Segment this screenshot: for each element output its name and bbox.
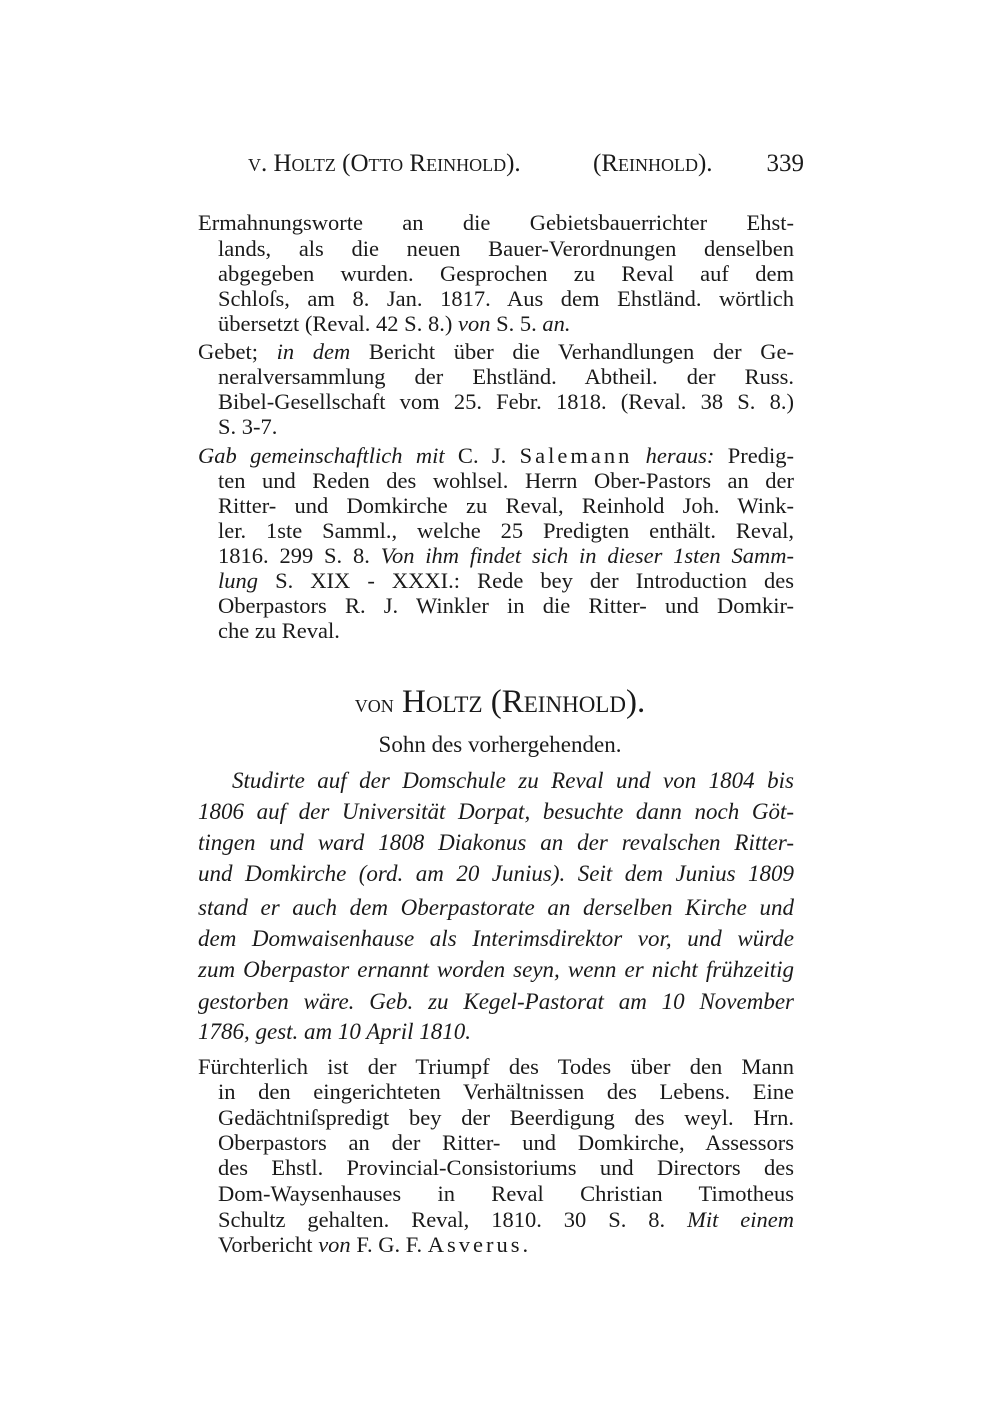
entry-line: Ermahnungsworte an die Gebietsbauerrichter Ehst- bbox=[198, 210, 794, 235]
text bbox=[632, 443, 645, 468]
header-left-title: v. Holtz (Otto Reinhold). bbox=[248, 150, 521, 177]
running-header bbox=[248, 150, 804, 184]
title-prefix: von bbox=[354, 691, 394, 718]
text: Predig- bbox=[714, 443, 794, 468]
text: F. G. F. bbox=[350, 1232, 428, 1257]
text: Gebet; bbox=[198, 339, 277, 364]
italic-text: Von ihm findet sich in dieser 1sten Samm- bbox=[380, 543, 794, 568]
italic-text: in dem bbox=[276, 339, 351, 364]
entry-line: abgegeben wurden. Gesprochen zu Reval auf dem bbox=[218, 261, 794, 286]
entry-line bbox=[218, 310, 794, 338]
text: Bericht über die Verhandlungen der Ge- bbox=[350, 339, 794, 364]
italic-text: heraus: bbox=[645, 443, 715, 468]
title-main: Holtz (Reinhold). bbox=[402, 684, 646, 720]
entry-line: in den eingerichteten Verhältnissen des Lebens. Eine bbox=[218, 1079, 794, 1104]
text: 1816. 299 S. 8. bbox=[218, 543, 381, 568]
entry-line: S. 3-7. bbox=[218, 414, 278, 439]
entry-line: ten und Reden des wohlsel. Herrn Ober-Pastors an der bbox=[218, 468, 794, 493]
bio-line: Studirte auf der Domschule zu Reval und von 1804 bis bbox=[232, 768, 794, 793]
section-subtitle: Sohn des vorhergehenden. bbox=[378, 732, 622, 757]
entry-line: Bibel-Gesellschaft vom 25. Febr. 1818. (Reval. 38 S. 8.) bbox=[218, 389, 794, 414]
italic-text: an. bbox=[542, 311, 571, 336]
entry-line: Ritter- und Domkirche zu Reval, Reinhold Joh. Wink- bbox=[218, 493, 794, 518]
bio-line: zum Oberpastor ernannt worden seyn, wenn er nicht frühzeitig bbox=[198, 957, 794, 982]
entry-line: Fürchterlich ist der Triumpf des Todes über den Mann bbox=[198, 1054, 794, 1079]
entry-line bbox=[218, 1231, 794, 1259]
italic-text: von bbox=[457, 311, 491, 336]
entry-line: lands, als die neuen Bauer-Verordnungen denselben bbox=[218, 236, 794, 261]
bio-line: tingen und ward 1808 Diakonus an der revalschen Ritter- bbox=[198, 830, 794, 855]
header-middle-title: (Reinhold). bbox=[593, 150, 713, 177]
text: S. XIX - XXXI.: Rede bey der Introduction des bbox=[258, 568, 794, 593]
entry-line bbox=[198, 338, 794, 366]
entry-line: neralversammlung der Ehstländ. Abtheil. der Russ. bbox=[218, 364, 794, 389]
entry-line bbox=[218, 1206, 794, 1234]
page-number: 339 bbox=[766, 150, 804, 177]
entry-line bbox=[218, 542, 794, 570]
entry-line: Gedächtniſspredigt bey der Beerdigung des weyl. Hrn. bbox=[218, 1105, 794, 1130]
entry-line: che zu Reval. bbox=[218, 618, 340, 643]
entry-line: Oberpastors R. J. Winkler in die Ritter- und Domkir- bbox=[218, 593, 794, 618]
italic-text: lung bbox=[218, 568, 259, 593]
bio-line: dem Domwaisenhause als Interimsdirektor vor, und würde bbox=[198, 926, 794, 951]
bio-line: stand er auch dem Oberpastorate an derselben Kirche und bbox=[198, 895, 794, 920]
entry-line bbox=[218, 567, 794, 595]
section-title bbox=[0, 680, 1000, 727]
entry-line bbox=[198, 442, 794, 470]
bio-line: 1786, gest. am 10 April 1810. bbox=[198, 1019, 472, 1044]
entry-line: Oberpastors an der Ritter- und Domkirche, Assessors bbox=[218, 1130, 794, 1155]
spaced-name: Salemann bbox=[519, 443, 633, 468]
entry-line: ler. 1ste Samml., welche 25 Predigten enthält. Reval, bbox=[218, 518, 794, 543]
text: C. J. bbox=[444, 443, 520, 468]
entry-line: Dom-Waysenhauses in Reval Christian Timotheus bbox=[218, 1181, 794, 1206]
text: Vorbericht bbox=[218, 1232, 319, 1257]
spaced-name: Asverus. bbox=[427, 1232, 532, 1257]
bio-line: gestorben wäre. Geb. zu Kegel-Pastorat am 10 November bbox=[198, 989, 794, 1014]
bio-line: 1806 auf der Universität Dorpat, besuchte dann noch Göt- bbox=[198, 799, 794, 824]
text: S. 5. bbox=[490, 311, 543, 336]
text: Schultz gehalten. Reval, 1810. 30 S. 8. bbox=[218, 1207, 688, 1232]
italic-text: Mit einem bbox=[687, 1207, 794, 1232]
italic-text: Gab gemeinschaftlich mit bbox=[198, 443, 445, 468]
entry-line: des Ehstl. Provincial-Consistoriums und Directors des bbox=[218, 1155, 794, 1180]
bio-line: und Domkirche (ord. am 20 Junius). Seit dem Junius 1809 bbox=[198, 861, 794, 886]
entry-line: Schloſs, am 8. Jan. 1817. Aus dem Ehstländ. wörtlich bbox=[218, 286, 794, 311]
italic-text: von bbox=[318, 1232, 351, 1257]
text: übersetzt (Reval. 42 S. 8.) bbox=[218, 311, 458, 336]
